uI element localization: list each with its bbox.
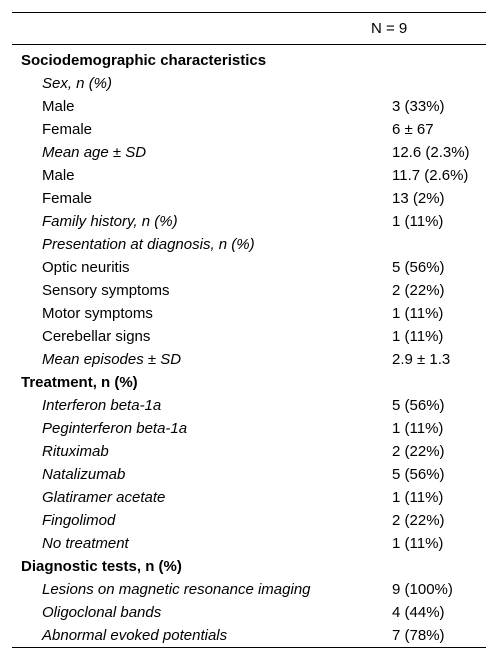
section-title: Diagnostic tests, n (%) (21, 558, 182, 575)
row-value: 1 (11%) (392, 535, 444, 552)
table-row (12, 394, 486, 417)
row-label: Female (42, 190, 93, 207)
section-title: Treatment, n (%) (21, 374, 138, 391)
row-value: 5 (56%) (392, 259, 445, 276)
table-row (12, 72, 486, 95)
table-row (12, 601, 486, 624)
row-value: 11.7 (2.6%) (392, 167, 469, 184)
row-value: 9 (100%) (392, 581, 453, 598)
table-row (12, 532, 486, 555)
table-row (12, 141, 486, 164)
table-row (12, 509, 486, 532)
table-row (12, 187, 486, 210)
row-value: 2 (22%) (392, 282, 445, 299)
row-label: Motor symptoms (42, 305, 153, 322)
table-row (12, 256, 486, 279)
row-label: Cerebellar signs (42, 328, 151, 345)
row-label: Family history, n (%) (42, 213, 178, 230)
section-title: Sociodemographic characteristics (21, 52, 267, 69)
row-label: Peginterferon beta-1a (42, 420, 188, 437)
table-row (12, 578, 486, 601)
row-label: Glatiramer acetate (42, 489, 166, 506)
section-header-row (12, 555, 486, 578)
table-row (12, 279, 486, 302)
row-label: Female (42, 121, 93, 138)
row-value: 2 (22%) (392, 512, 445, 529)
row-value: 1 (11%) (392, 305, 444, 322)
row-label: Fingolimod (42, 512, 116, 529)
row-label: Rituximab (42, 443, 109, 460)
table-bottom-rule (12, 647, 486, 648)
data-table (12, 12, 486, 648)
row-label: Oligoclonal bands (42, 604, 162, 621)
row-label: Lesions on magnetic resonance imaging (42, 581, 311, 598)
table-body (12, 49, 486, 647)
table-row (12, 233, 486, 256)
row-value: 1 (11%) (392, 489, 444, 506)
row-value: 5 (56%) (392, 397, 445, 414)
row-label: No treatment (42, 535, 129, 552)
row-value: 2.9 ± 1.3 (392, 351, 451, 368)
table-row (12, 302, 486, 325)
section-header-row (12, 371, 486, 394)
row-label: Abnormal evoked potentials (42, 627, 228, 644)
table-row (12, 348, 486, 371)
table-row (12, 624, 486, 647)
row-value: 2 (22%) (392, 443, 445, 460)
table-row (12, 440, 486, 463)
row-label: Male (42, 167, 75, 184)
table-header-row (12, 13, 486, 45)
row-value: 1 (11%) (392, 328, 444, 345)
row-label: Male (42, 98, 75, 115)
row-label: Sensory symptoms (42, 282, 170, 299)
section-header-row (12, 49, 486, 72)
table-row (12, 463, 486, 486)
table-row (12, 486, 486, 509)
row-label: Mean episodes ± SD (42, 351, 182, 368)
table-row (12, 325, 486, 348)
row-label: Presentation at diagnosis, n (%) (42, 236, 255, 253)
row-value: 5 (56%) (392, 466, 445, 483)
table-row (12, 95, 486, 118)
row-value: 1 (11%) (392, 213, 444, 230)
row-value: 6 ± 67 (392, 121, 434, 138)
table-row (12, 417, 486, 440)
row-label: Natalizumab (42, 466, 126, 483)
row-value: 12.6 (2.3%) (392, 144, 470, 161)
row-value: 7 (78%) (392, 627, 445, 644)
row-label: Mean age ± SD (42, 144, 147, 161)
row-label: Interferon beta-1a (42, 397, 162, 414)
row-label: Optic neuritis (42, 259, 130, 276)
table-row (12, 210, 486, 233)
table-row (12, 164, 486, 187)
row-value: 13 (2%) (392, 190, 445, 207)
row-value: 4 (44%) (392, 604, 445, 621)
n-column-header: N = 9 (371, 20, 408, 37)
table-row (12, 118, 486, 141)
row-label: Sex, n (%) (42, 75, 113, 92)
row-value: 1 (11%) (392, 420, 444, 437)
row-value: 3 (33%) (392, 98, 445, 115)
